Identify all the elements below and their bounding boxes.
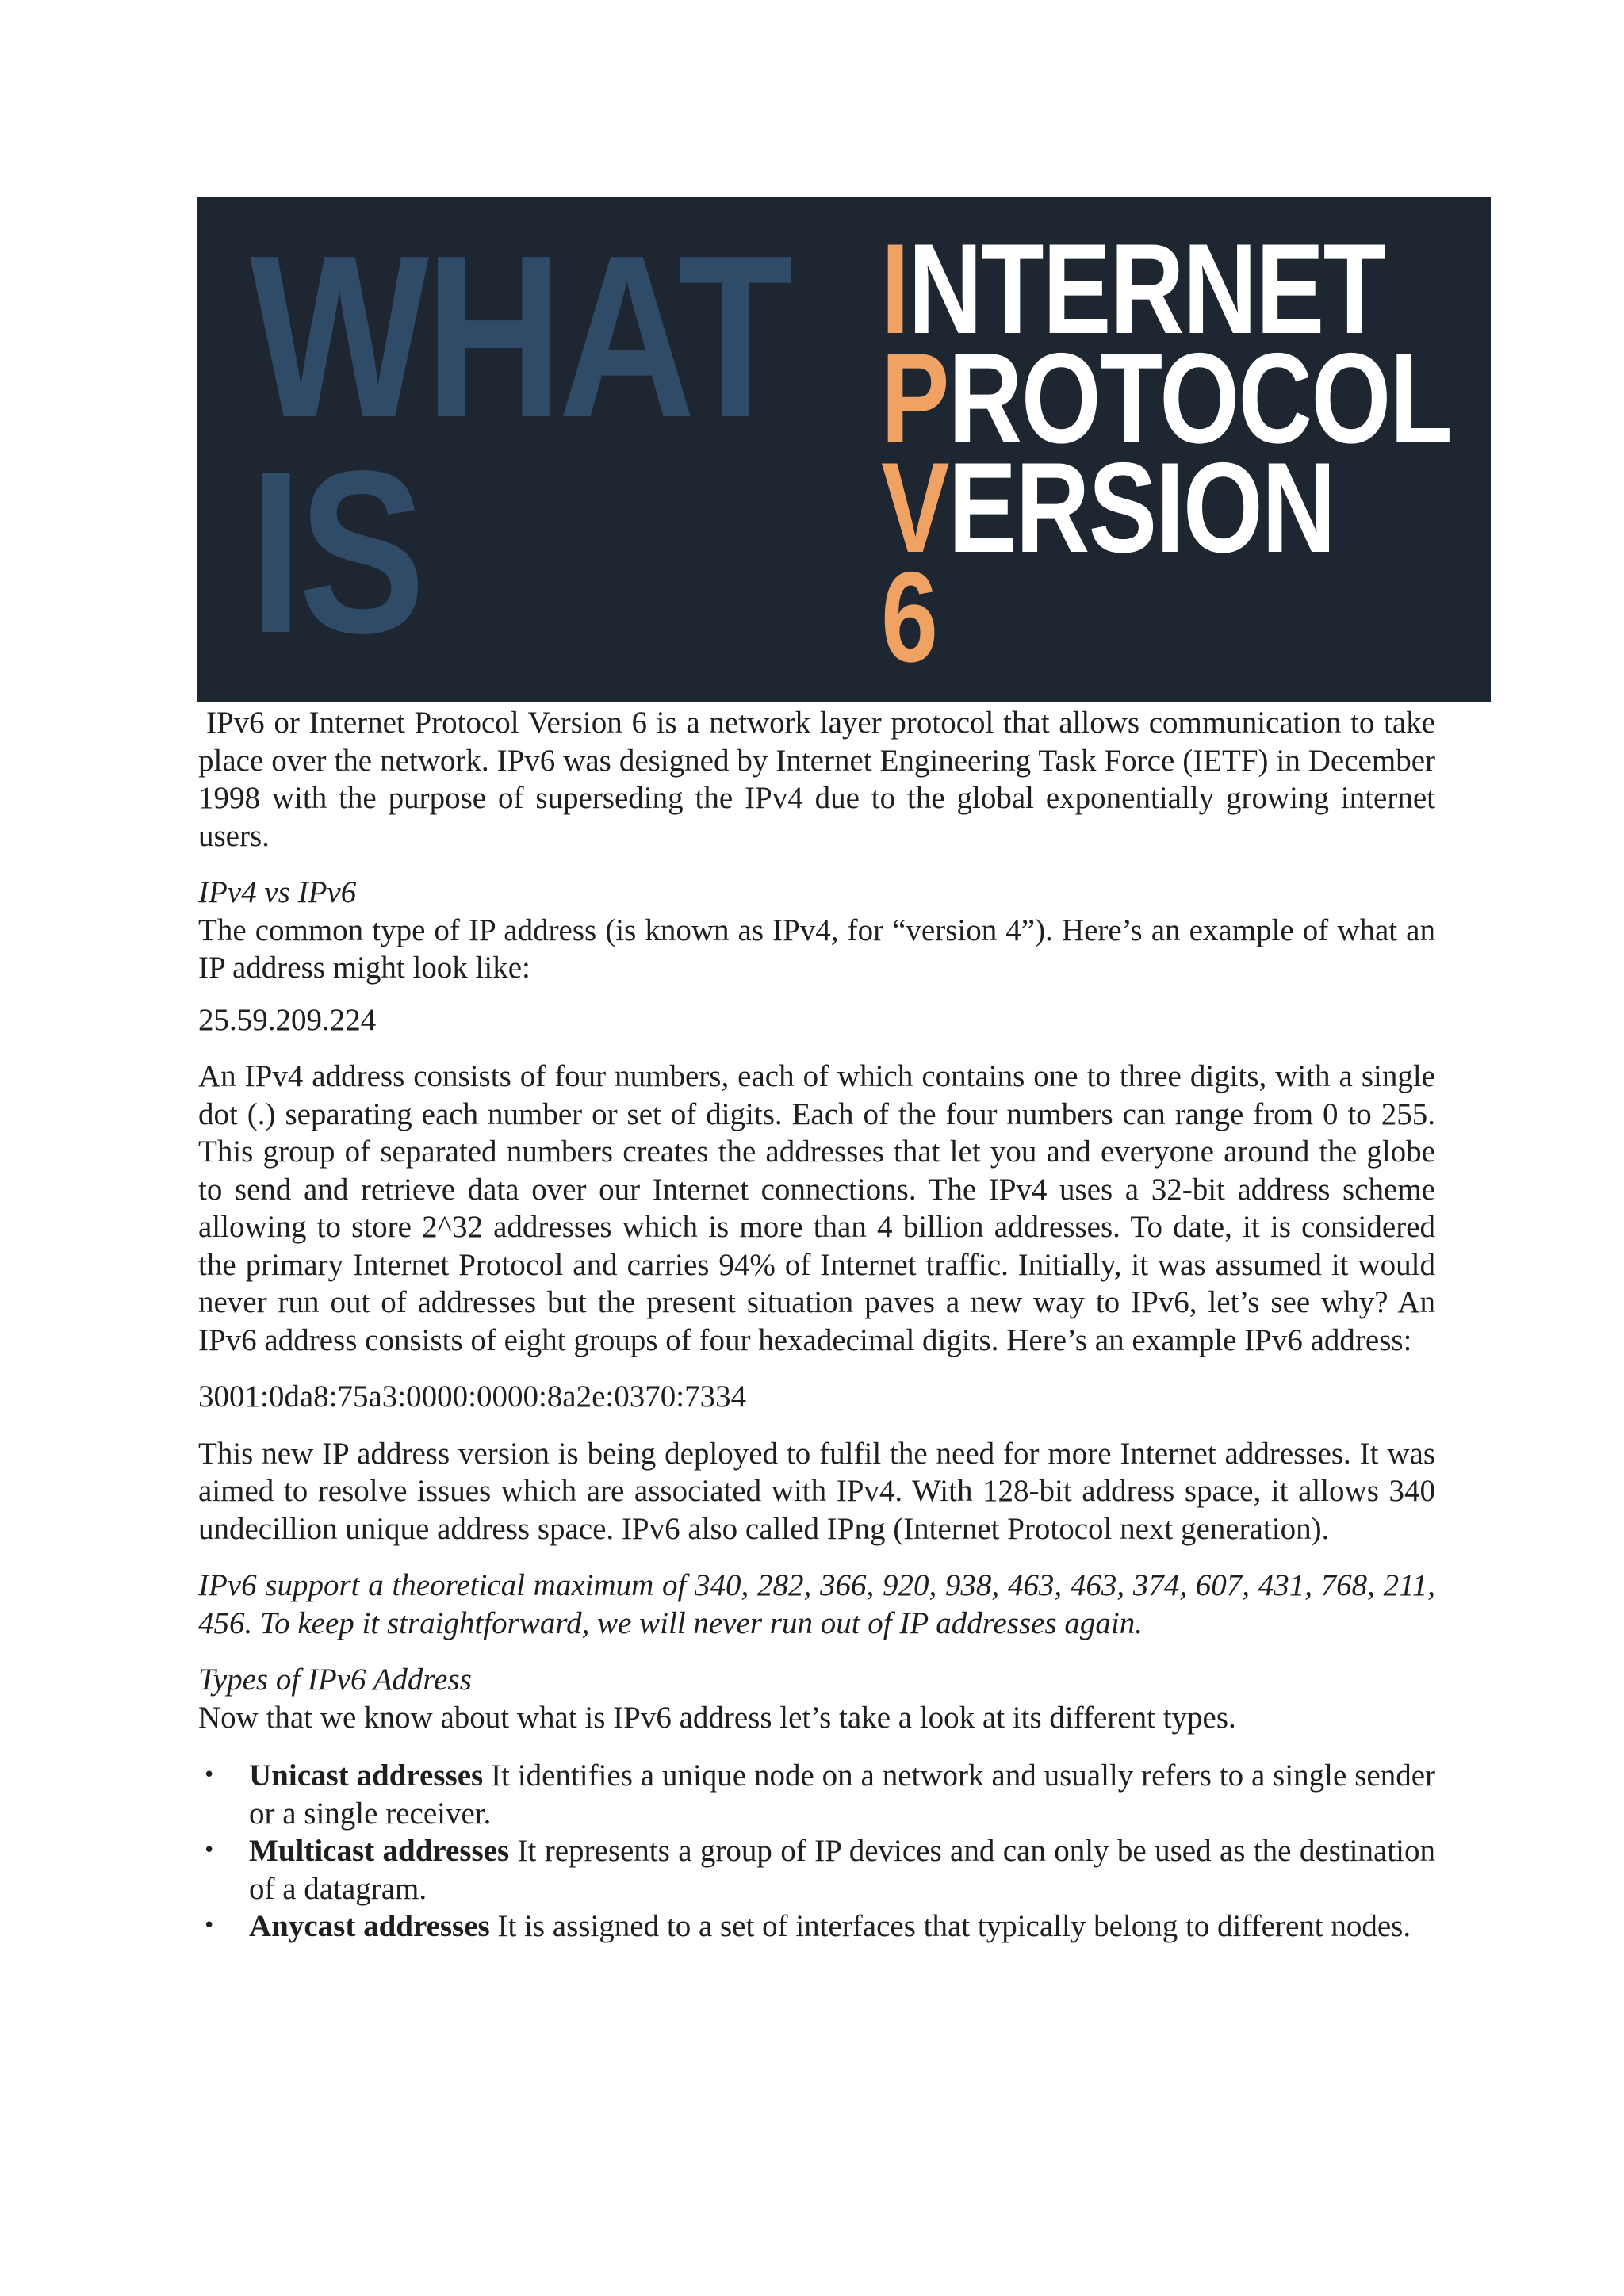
banner-left-line-2: IS [250,423,422,681]
banner-ipv6-title [881,217,1452,689]
banner-line-version: VERSION [881,436,1335,580]
list-item [198,1908,1435,1946]
ipv6-example: 3001:0da8:75a3:0000:0000:8a2e:0370:7334 [198,1380,747,1414]
paragraph-types-intro: Now that we know about what is IPv6 address let’s take a look at its different types. [198,1700,1236,1735]
heading-types: Types of IPv6 Address [198,1663,472,1697]
list-item-desc: It represents a group of IP devices and can only be used as the destination of a datagram. [249,1834,1435,1906]
banner-image [197,197,1491,702]
banner-line-internet: INTERNET [881,217,1385,361]
bullet-icon: • [203,1763,216,1787]
bullet-icon: • [203,1839,216,1862]
banner-line-protocol: PROTOCOL [881,327,1452,470]
paragraph-common-type: The common type of IP address (is known as IPv4, for “version 4”). Here’s an example of what an IP address might look like: [198,913,1435,985]
types-list [198,1757,1435,1946]
banner-line-six: 6 [881,545,937,689]
ipv4-example: 25.59.209.224 [198,1002,377,1037]
list-item-term: Unicast addresses [249,1758,484,1793]
paragraph-ipv4-details: An IPv4 address consists of four numbers, each of which contains one to three digits, with a single dot (.) separating each number or set of digits. Each of the four numbers can range from 0 to 255. This group of separated numbers creates the addresses that let you and everyone around the globe to send and retrieve data over our Internet connections. The IPv4 uses a 32-bit address scheme allowing to store 2^32 addresses which is more than 4 billion addresses. To date, it is considered the primary Internet Protocol and carries 94% of Internet traffic. Initially, it was assumed it would never run out of addresses but the present situation paves a new way to IPv6, let’s see why? An IPv6 address consists of eight groups of four hexadecimal digits. Here’s an example IPv6 address: [198,1059,1435,1357]
list-item-desc: It is assigned to a set of interfaces that typically belong to different nodes. [489,1909,1411,1943]
list-item-term: Multicast addresses [249,1834,510,1868]
list-item-desc: It identifies a unique node on a network and usually refers to a single sender or a single receiver. [249,1758,1435,1831]
paragraph-ipv6-details: This new IP address version is being deployed to fulfil the need for more Internet addresses. It was aimed to resolve issues which are associated with IPv4. With 128-bit address space, it allows 340 undecillion unique address space. IPv6 also called IPng (Internet Protocol next generation). [198,1436,1435,1546]
bullet-icon: • [203,1914,216,1938]
article-body [198,704,1435,1946]
banner-left-line-1: WHAT [250,207,790,465]
banner-what-is [250,207,887,681]
list-item [198,1832,1435,1908]
list-item [198,1757,1435,1832]
heading-ipv4-vs-ipv6: IPv4 vs IPv6 [198,875,357,909]
italic-note: IPv6 support a theoretical maximum of 340, 282, 366, 920, 938, 463, 463, 374, 607, 431, 768, 211, 456. To keep it straightforward, we will never run out of IP addresses again. [198,1568,1435,1640]
list-item-term: Anycast addresses [249,1909,490,1943]
intro-paragraph: IPv6 or Internet Protocol Version 6 is a network layer protocol that allows communication to take place over the network. IPv6 was designed by Internet Engineering Task Force (IETF) in December 1998 with the purpose of superseding the IPv4 due to the global exponentially growing internet users. [198,706,1435,853]
